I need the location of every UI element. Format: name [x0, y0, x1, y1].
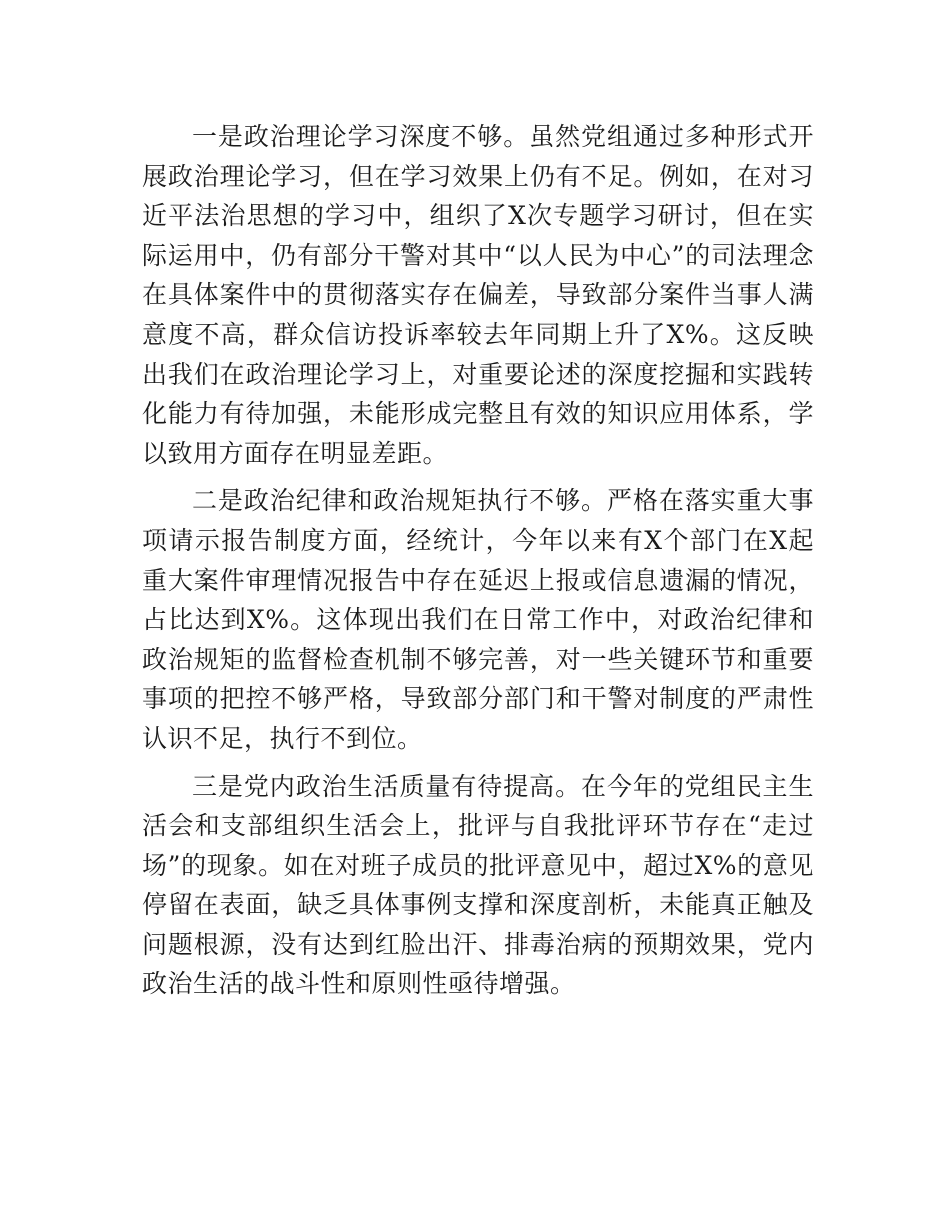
paragraph-political-discipline: 二是政治纪律和政治规矩执行不够。严格在落实重大事项请示报告制度方面，经统计，今年以来有X个部门在X起重大案件审理情况报告中存在延迟上报或信息遗漏的情况，占比达到X%。这体现出我们在日常工作中，对政治纪律和政治规矩的监督检查机制不够完善，对一些关键环节和重要事项的把控不够严格，导致部分部门和干警对制度的严肃性认识不足，执行不到位。: [142, 486, 814, 753]
document-body: [142, 117, 814, 1012]
paragraph-political-theory-study: 一是政治理论学习深度不够。虽然党组通过多种形式开展政治理论学习，但在学习效果上仍有不足。例如，在对习近平法治思想的学习中，组织了X次专题学习研讨，但在实际运用中，仍有部分干警对其中“以人民为中心”的司法理念在具体案件中的贯彻落实存在偏差，导致部分案件当事人满意度不高，群众信访投诉率较去年同期上升了X%。这反映出我们在政治理论学习上，对重要论述的深度挖掘和实践转化能力有待加强，未能形成完整且有效的知识应用体系，学以致用方面存在明显差距。: [142, 122, 814, 468]
paragraph-party-political-life: 三是党内政治生活质量有待提高。在今年的党组民主生活会和支部组织生活会上，批评与自我批评环节存在“走过场”的现象。如在对班子成员的批评意见中，超过X%的意见停留在表面，缺乏具体事例支撑和深度剖析，未能真正触及问题根源，没有达到红脸出汗、排毒治病的预期效果，党内政治生活的战斗性和原则性亟待增强。: [142, 771, 814, 999]
